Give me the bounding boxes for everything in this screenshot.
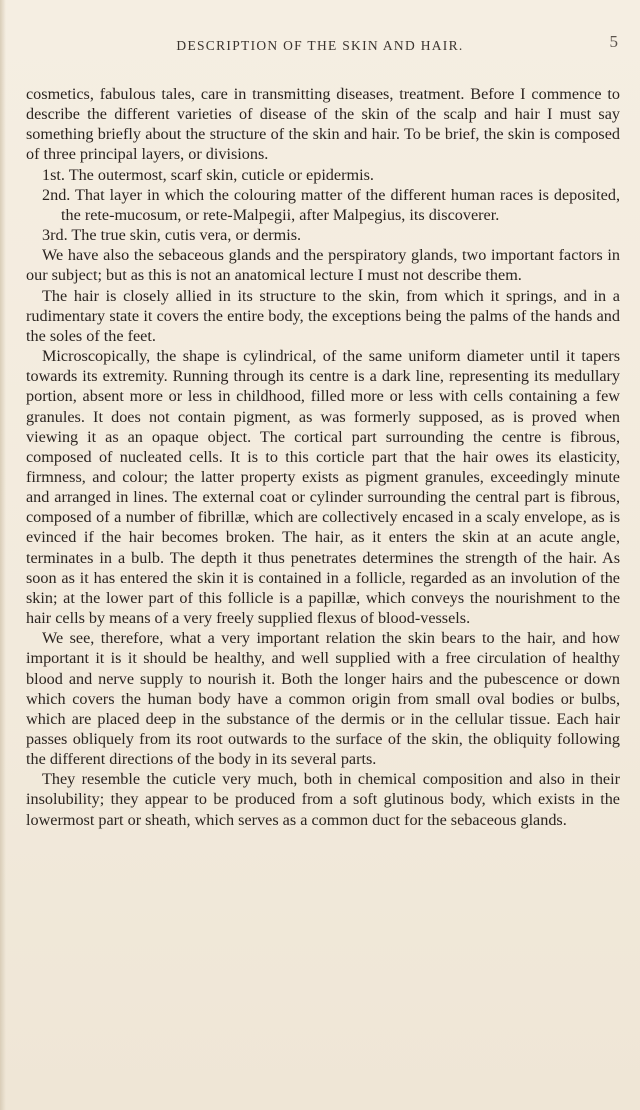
paragraph-skin-relation: We see, therefore, what a very important relation the skin bears to the hair, and how important it is it should be healthy, and well supplied with a free circulation of healthy blood and nerve supply to nourish it. Both the longer hairs and the pubescence or down which covers the human body have a common origin from small oval bodies or bulbs, which are placed deep in the substance of the dermis or in the cellular tissue. Each hair passes obliquely from its root outwards to the surface of the skin, the obliquity following the different directions of the body in its several parts. (26, 629, 620, 769)
page-header (0, 32, 640, 62)
paragraph-glands: We have also the sebaceous glands and the perspiratory glands, two important factors in our subject; but as this is not an anatomical lecture I must not describe them. (26, 246, 620, 285)
page-number: 5 (609, 32, 618, 51)
list-item-first-layer: 1st. The outermost, scarf skin, cuticle or epidermis. (42, 165, 374, 184)
running-head: DESCRIPTION OF THE SKIN AND HAIR. (176, 38, 464, 53)
list-item-third-layer: 3rd. The true skin, cutis vera, or dermis. (42, 226, 302, 245)
paragraph-hair-structure: The hair is closely allied in its structure to the skin, from which it springs, and in a rudimentary state it covers the entire body, the exceptions being the palms of the hands and the soles of the feet. (26, 286, 620, 345)
list-item-second-layer: 2nd. That layer in which the colouring matter of the different human races is deposited, the rete-mucosum, or rete-Malpegii, after Malpegius, its discoverer. (42, 185, 620, 224)
body-text (26, 84, 620, 830)
paragraph-cuticle: They resemble the cuticle very much, both in chemical composition and also in their insolubility; they appear to be produced from a soft glutinous body, which exists in the lowermost part or sheath, which serves as a common duct for the sebaceous glands. (26, 770, 620, 829)
paragraph-intro: cosmetics, fabulous tales, care in transmitting diseases, treatment. Before I commence to describe the different varieties of disease of the skin of the scalp and hair I must say something briefly about the structure of the skin and hair. To be brief, the skin is composed of three principal layers, or divisions. (26, 85, 620, 164)
page-edge-shadow (0, 0, 6, 1110)
paragraph-microscopy: Microscopically, the shape is cylindrical, of the same uniform diameter until it tapers towards its extremity. Running through its centre is a dark line, representing its medullary portion, absent more or less in childhood, filled more or less with cells containing a few granules. It does not contain pigment, as was formerly supposed, as is proved when viewing it as an opaque object. The cortical part surrounding the centre is fibrous, composed of nucleated cells. It is to this corticle part that the hair owes its elasticity, firmness, and colour; the latter property exists as pigment granules, exceedingly minute and arranged in lines. The external coat or cylinder surrounding the central part is fibrous, composed of a number of fibrillæ, which are collectively encased in a scaly envelope, as is evinced if the hair becomes broken. The hair, as it enters the skin at an acute angle, terminates in a bulb. The depth it thus penetrates determines the strength of the hair. As soon as it has entered the skin it is contained in a follicle, regarded as an involution of the skin; at the lower part of this follicle is a papillæ, which conveys the nourishment to the hair cells by means of a very freely supplied flexus of blood-vessels. (26, 347, 620, 628)
